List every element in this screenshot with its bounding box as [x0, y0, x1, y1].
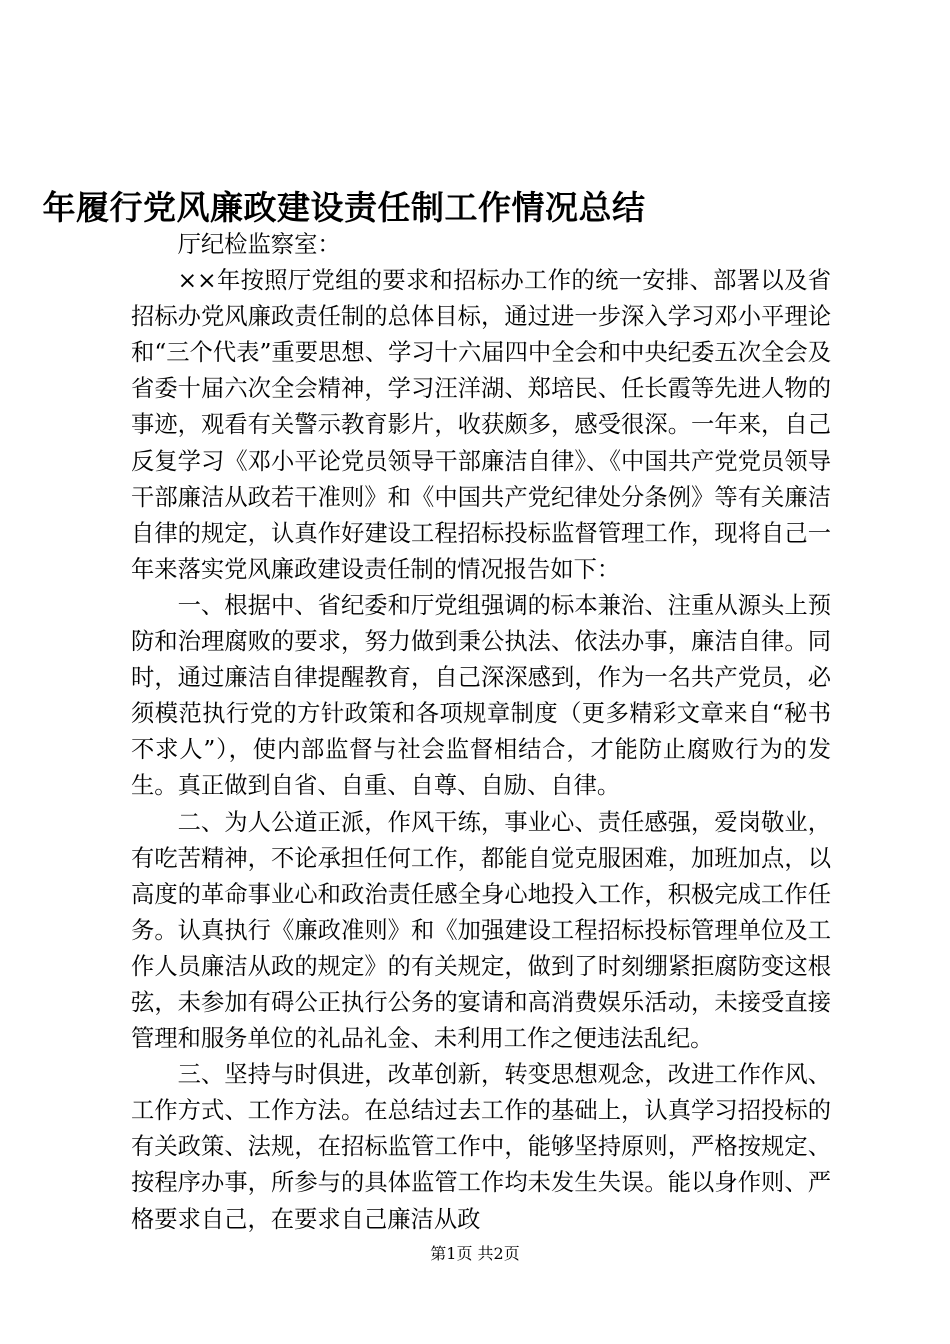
page-number-footer: 第1页 共2页	[430, 1244, 520, 1263]
document-body	[131, 227, 831, 1238]
salutation: 厅纪检监察室：	[177, 231, 341, 258]
paragraph-one: 一、根据中、省纪委和厅党组强调的标本兼治、注重从源头上预防和治理腐败的要求，努力做到秉公执法、依法办事，廉洁自律。同时，通过廉洁自律提醒教育，自己深深感到，作为一名共产党员，必须模范执行党的方针政策和各项规章制度（更多精彩文章来自“秘书不求人”），使内部监督与社会监督相结合，才能防止腐败行为的发生。真正做到自省、自重、自尊、自励、自律。	[131, 591, 831, 800]
document-title: 年履行党风廉政建设责任制工作情况总结	[42, 188, 646, 227]
paragraph-intro: ××年按照厅党组的要求和招标办工作的统一安排、部署以及省招标办党风廉政责任制的总体目标，通过进一步深入学习邓小平理论和“三个代表”重要思想、学习十六届四中全会和中央纪委五次全会及省委十届六次全会精神，学习汪洋湖、郑培民、任长霞等先进人物的事迹，观看有关警示教育影片，收获颇多，感受很深。一年来，自己反复学习《邓小平论党员领导干部廉洁自律》、《中国共产党党员领导干部廉洁从政若干准则》和《中国共产党纪律处分条例》等有关廉洁自律的规定，认真作好建设工程招标投标监督管理工作，现将自己一年来落实党风廉政建设责任制的情况报告如下：	[131, 267, 831, 583]
paragraph-two: 二、为人公道正派，作风干练，事业心、责任感强，爱岗敬业，有吃苦精神，不论承担任何工作，都能自觉克服困难，加班加点，以高度的革命事业心和政治责任感全身心地投入工作，积极完成工作任务。认真执行《廉政准则》和《加强建设工程招标投标管理单位及工作人员廉洁从政的规定》的有关规定，做到了时刻绷紧拒腐防变这根弦，未参加有碍公正执行公务的宴请和高消费娱乐活动，未接受直接管理和服务单位的礼品礼金、未利用工作之便违法乱纪。	[131, 808, 831, 1053]
paragraph-three: 三、坚持与时俱进，改革创新，转变思想观念，改进工作作风、工作方式、工作方法。在总结过去工作的基础上，认真学习招投标的有关政策、法规，在招标监管工作中，能够坚持原则，严格按规定、按程序办事，所参与的具体监管工作均未发生失误。能以身作则、严格要求自己，在要求自己廉洁从政	[131, 1061, 831, 1233]
